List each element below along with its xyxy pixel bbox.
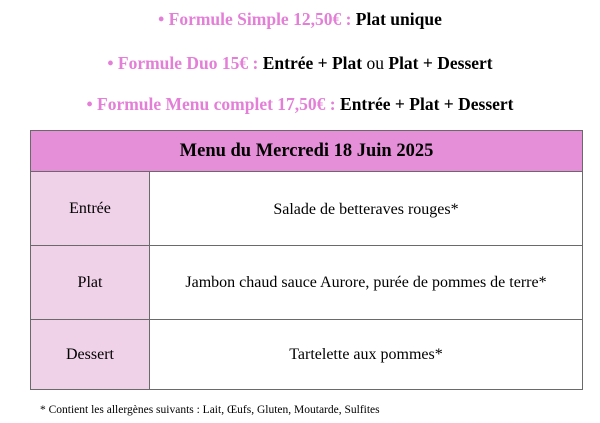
formule-duo — [0, 53, 600, 74]
menu-row-dessert — [31, 320, 582, 389]
menu-table — [30, 130, 583, 390]
bullet: • — [86, 94, 93, 114]
menu-row-label: Entrée — [31, 172, 150, 245]
formule-simple-desc: Plat unique — [355, 9, 442, 29]
allergens-footnote: * Contient les allergènes suivants : Lait, Œufs, Gluten, Moutarde, Sulfites — [40, 404, 380, 416]
formule-duo-desc-part1: Entrée + Plat — [262, 53, 363, 73]
menu-row-label: Dessert — [31, 320, 150, 389]
formule-menu-complet-desc: Entrée + Plat + Dessert — [340, 94, 514, 114]
formule-duo-desc-part2: Plat + Dessert — [388, 53, 493, 73]
menu-row-label: Plat — [31, 246, 150, 319]
menu-row-plat — [31, 246, 582, 320]
formule-simple — [0, 9, 600, 30]
formule-simple-name: Formule Simple 12,50€ : — [168, 9, 352, 29]
menu-row-value: Jambon chaud sauce Aurore, purée de pommes de terre* — [185, 273, 547, 291]
menu-row-entree — [31, 172, 582, 246]
formule-duo-name: Formule Duo 15€ : — [117, 53, 259, 73]
menu-row-value: Salade de betteraves rouges* — [273, 200, 459, 218]
formule-duo-desc-or: ou — [366, 53, 384, 73]
menu-title: Menu du Mercredi 18 Juin 2025 — [31, 131, 582, 172]
formule-menu-complet — [0, 94, 600, 115]
menu-row-value: Tartelette aux pommes* — [289, 345, 443, 363]
bullet: • — [158, 9, 165, 29]
bullet: • — [107, 53, 114, 73]
formule-menu-complet-name: Formule Menu complet 17,50€ : — [97, 94, 336, 114]
